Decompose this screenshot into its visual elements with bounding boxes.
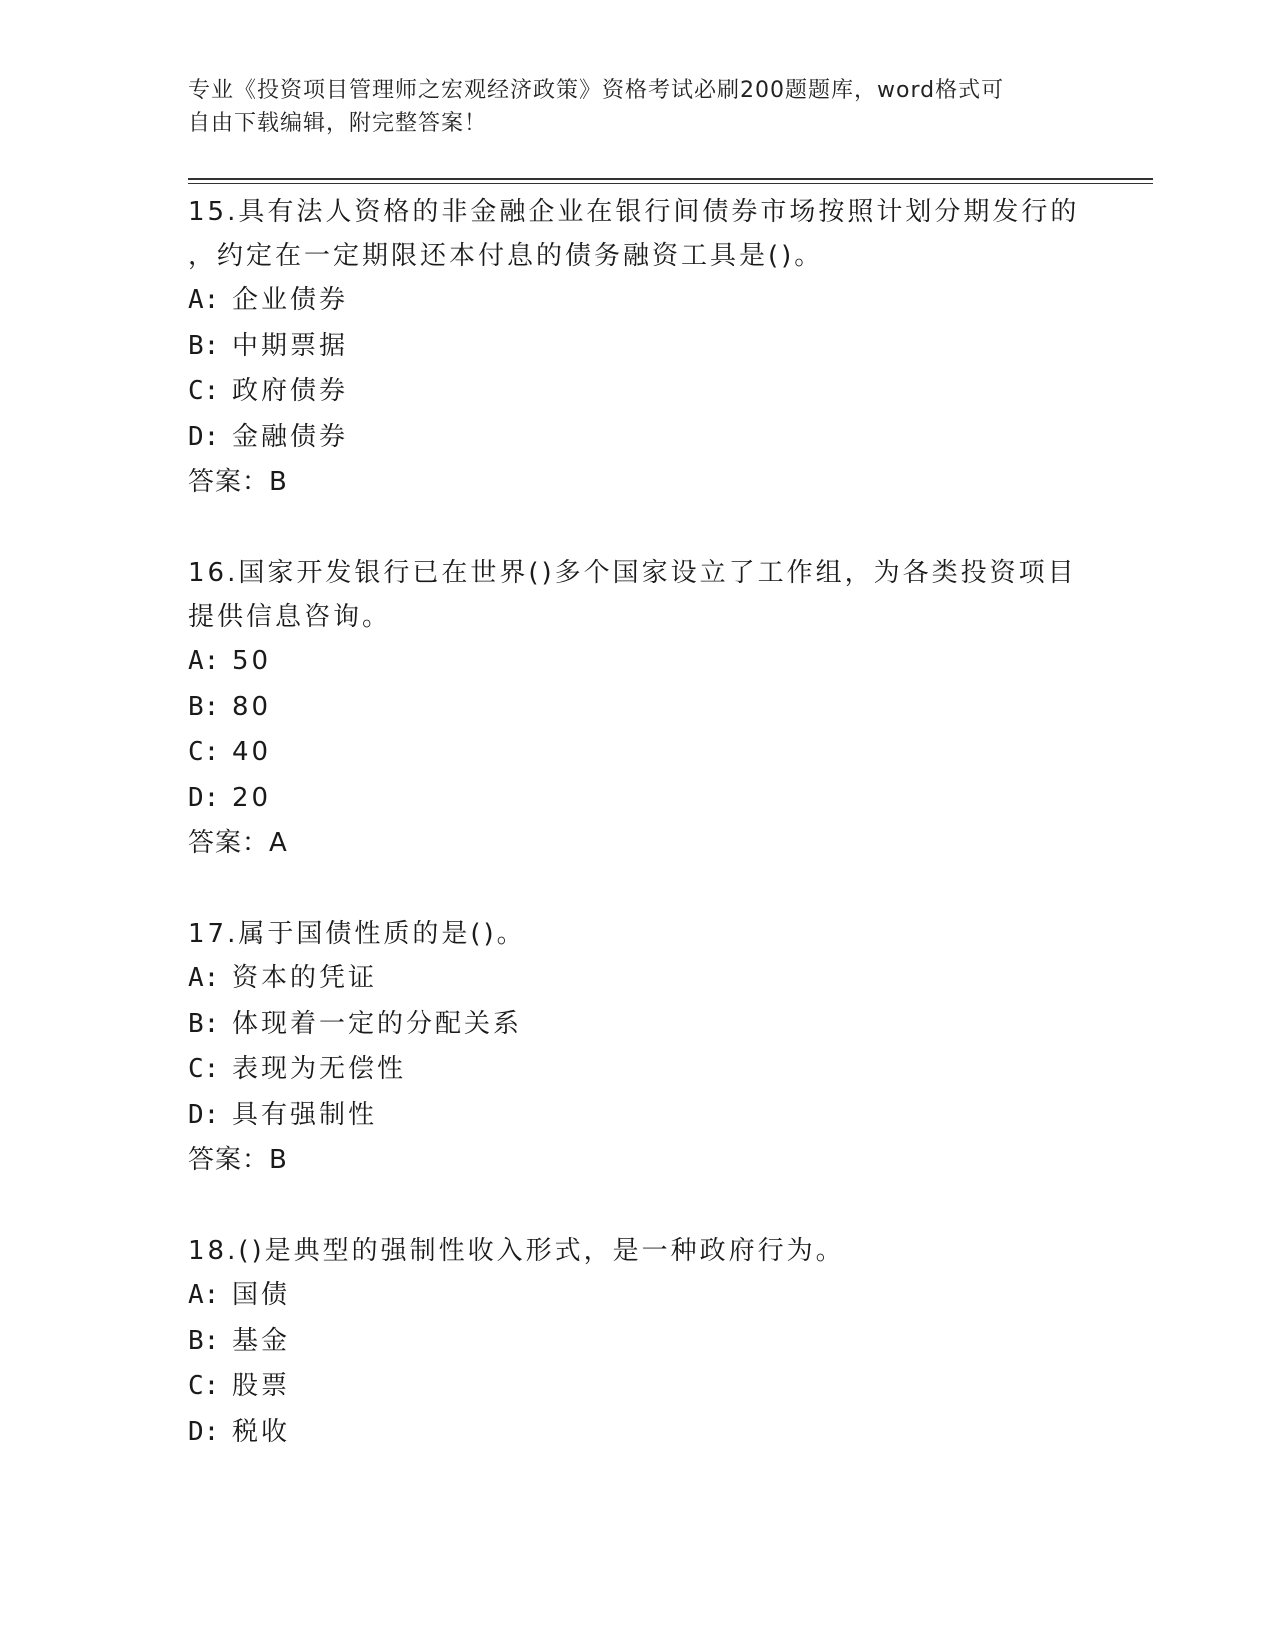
option-letter: C: (188, 737, 220, 767)
option-letter: B: (188, 1008, 220, 1039)
option-text: 40 (232, 737, 272, 767)
option-letter: B: (188, 691, 220, 722)
option-text: 股票 (232, 1371, 291, 1401)
question-text-line: 提供信息咨询。 (188, 602, 392, 632)
option-a (188, 278, 1088, 324)
option-text: 20 (232, 782, 272, 813)
option-text: 金融债券 (232, 421, 349, 452)
question-text (188, 549, 1088, 639)
option-b (188, 685, 1088, 731)
option-letter: A: (188, 646, 220, 676)
option-text: 资本的凭证 (232, 963, 378, 993)
option-d (188, 1093, 1088, 1139)
option-text: 中期票据 (232, 330, 349, 361)
question-15 (188, 188, 1088, 505)
option-letter: B: (188, 1325, 220, 1356)
answer-line: 答案：B (188, 467, 288, 497)
option-text: 50 (232, 646, 272, 676)
option-d (188, 776, 1088, 822)
question-text-line: 18.()是典型的强制性收入形式，是一种政府行为。 (188, 1236, 845, 1266)
option-text: 体现着一定的分配关系 (232, 1008, 523, 1039)
option-b (188, 1319, 1088, 1365)
option-c (188, 1364, 1088, 1410)
question-18 (188, 1227, 1088, 1455)
header-divider-thick (188, 178, 1153, 180)
option-letter: D: (188, 1416, 220, 1447)
option-letter: C: (188, 376, 220, 406)
option-text: 政府债券 (232, 376, 349, 406)
question-text-line: ，约定在一定期限还本付息的债务融资工具是()。 (188, 241, 824, 271)
option-text: 税收 (232, 1416, 291, 1447)
option-text: 国债 (232, 1280, 291, 1310)
option-text: 80 (232, 691, 272, 722)
option-letter: A: (188, 285, 220, 315)
option-letter: A: (188, 1280, 220, 1310)
question-text-line: 15.具有法人资格的非金融企业在银行间债券市场按照计划分期发行的 (188, 197, 1080, 227)
option-b (188, 324, 1088, 370)
option-letter: A: (188, 963, 220, 993)
header-line-1: 专业《投资项目管理师之宏观经济政策》资格考试必刷200题题库，word格式可 (188, 78, 1005, 103)
option-c (188, 1047, 1088, 1093)
question-17 (188, 910, 1088, 1183)
option-letter: D: (188, 421, 220, 452)
option-c (188, 730, 1088, 776)
option-text: 具有强制性 (232, 1099, 378, 1130)
answer-line: 答案：A (188, 828, 288, 858)
option-d (188, 415, 1088, 461)
option-d (188, 1410, 1088, 1456)
option-text: 表现为无偿性 (232, 1054, 407, 1084)
question-list (188, 188, 1088, 1455)
question-16 (188, 549, 1088, 866)
option-b (188, 1002, 1088, 1048)
document-header (188, 74, 1068, 140)
question-text (188, 188, 1088, 278)
option-letter: C: (188, 1371, 220, 1401)
question-text (188, 910, 1088, 956)
option-c (188, 369, 1088, 415)
option-a (188, 639, 1088, 685)
option-letter: C: (188, 1054, 220, 1084)
question-text-line: 17.属于国债性质的是()。 (188, 919, 526, 949)
option-letter: D: (188, 1099, 220, 1130)
option-letter: B: (188, 330, 220, 361)
option-text: 基金 (232, 1325, 291, 1356)
question-text (188, 1227, 1088, 1273)
option-letter: D: (188, 782, 220, 813)
option-a (188, 956, 1088, 1002)
option-text: 企业债券 (232, 285, 349, 315)
header-divider-thin (188, 183, 1153, 184)
header-line-2: 自由下载编辑，附完整答案！ (188, 111, 488, 136)
question-text-line: 16.国家开发银行已在世界()多个国家设立了工作组，为各类投资项目 (188, 558, 1077, 588)
option-a (188, 1273, 1088, 1319)
answer-line: 答案：B (188, 1145, 288, 1175)
